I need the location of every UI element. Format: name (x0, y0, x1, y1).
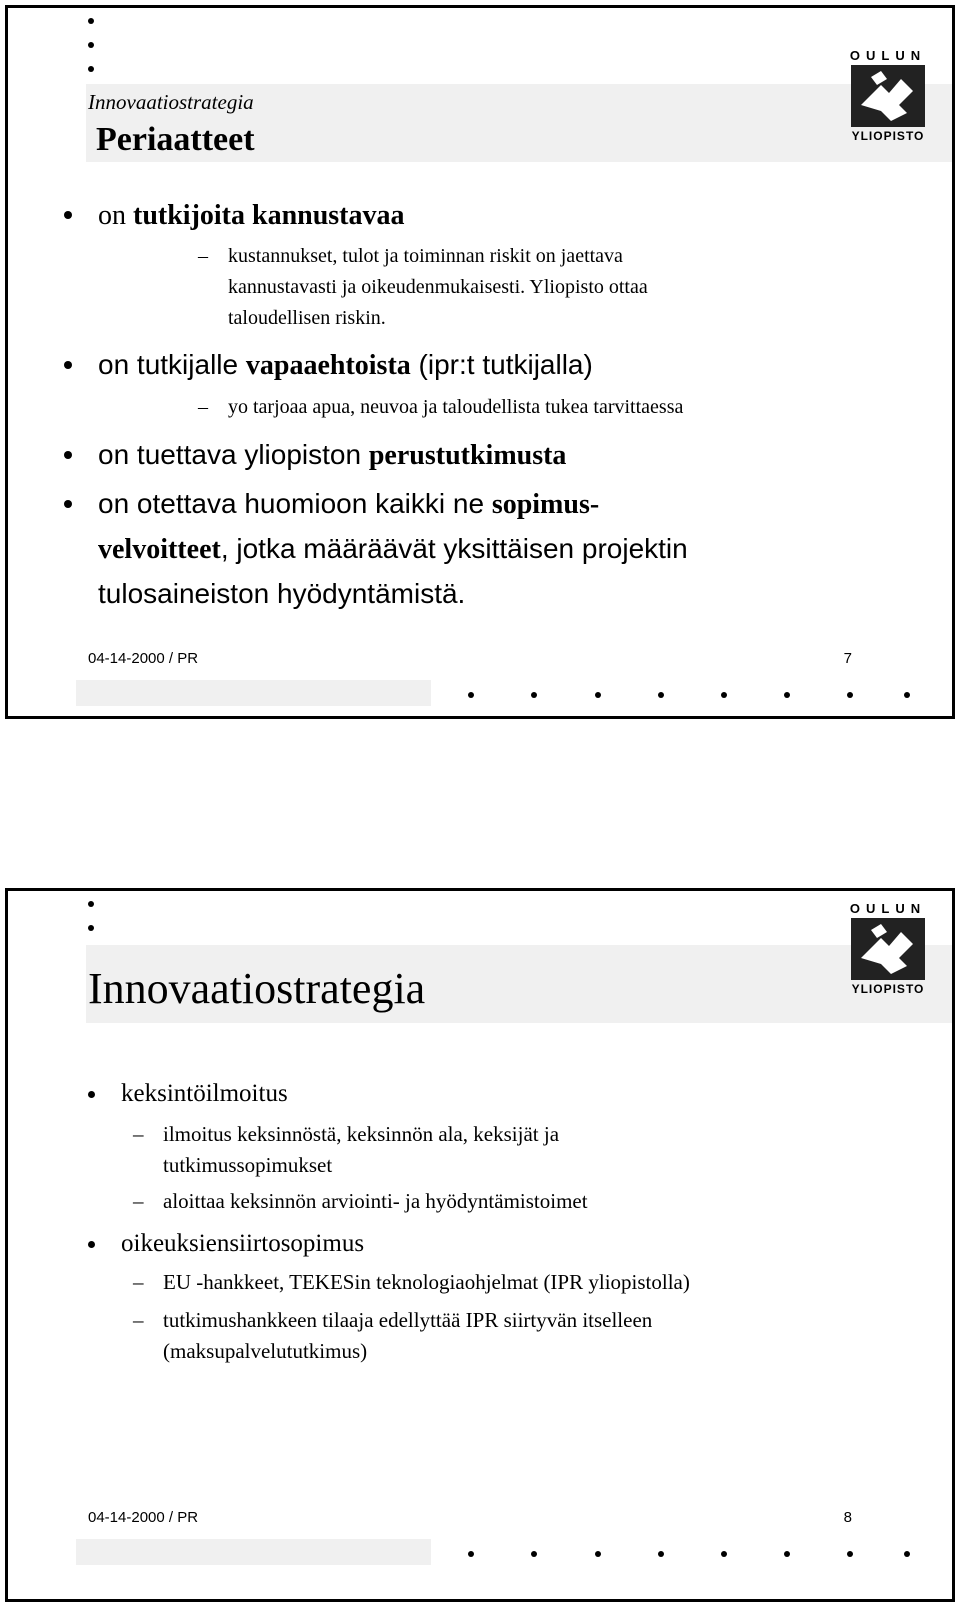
footer-date: 04-14-2000 / PR (88, 1509, 199, 1526)
page-number: 8 (843, 1509, 852, 1526)
sub-bullet-line: taloudellisen riskin. (228, 307, 386, 329)
bullet-dot (64, 500, 72, 508)
bullet-dot (88, 1241, 95, 1248)
sub-bullet-3 (133, 1267, 690, 1298)
sub-bullet-line: yo tarjoaa apua, neuvoa ja taloudellista tukea tarvittaessa (228, 396, 684, 418)
slide-8 (5, 888, 955, 1602)
slide-title: Periaatteet (96, 121, 255, 158)
footer-date: 04-14-2000 / PR (88, 650, 199, 667)
sub-bullet-1 (133, 1119, 559, 1181)
bullet-text: , jotka määräävät yksittäisen projektin (220, 533, 688, 564)
bullet-dot (64, 451, 72, 459)
bullet-text: keksintöilmoitus (121, 1080, 288, 1107)
dash-icon: – (133, 1189, 144, 1213)
bullet-text: tulosaineiston hyödyntämistä. (98, 578, 466, 609)
bullet-text: on (98, 200, 133, 231)
bullet-dot (88, 1091, 95, 1098)
sub-bullet-2 (133, 1186, 588, 1217)
dash-icon: – (133, 1122, 144, 1146)
slide-subtitle: Innovaatiostrategia (88, 90, 254, 114)
sub-bullet-1 (198, 241, 648, 334)
dash-icon: – (198, 245, 208, 267)
dash-icon: – (133, 1308, 144, 1332)
sub-bullet-line: ilmoitus keksinnöstä, keksinnön ala, keksijät ja (163, 1122, 560, 1146)
bullet-bold-text: sopimus- (491, 489, 600, 520)
sub-bullet-line: tutkimussopimukset (163, 1153, 333, 1177)
bullet-bold-text: velvoitteet (98, 534, 221, 565)
sub-bullet-line: (maksupalvelututkimus) (163, 1339, 368, 1363)
bullet-text: on tutkijalle (98, 349, 246, 380)
sub-bullet-line: EU -hankkeet, TEKESin teknologiaohjelmat (IPR yliopistolla) (163, 1270, 690, 1294)
bullet-text: on tuettava yliopiston (98, 439, 369, 470)
logo-top-text: OULUN (849, 48, 927, 63)
bullet-3 (68, 433, 566, 478)
sub-bullet-line: tutkimushankkeen tilaaja edellyttää IPR siirtyvän itselleen (163, 1308, 653, 1332)
bullet-dot (64, 361, 72, 369)
page-number: 7 (843, 650, 852, 667)
logo-bottom-text: YLIOPISTO (851, 982, 925, 996)
sub-bullet-line: kannustavasti ja oikeudenmukaisesti. Yliopisto ottaa (228, 276, 648, 298)
bullet-1 (88, 1075, 288, 1113)
university-logo (849, 901, 927, 997)
logo-puzzle-icon (851, 65, 925, 127)
bullet-bold-text: perustutkimusta (368, 440, 567, 471)
sub-bullet-2 (198, 392, 683, 423)
logo-top-text: OULUN (849, 901, 927, 916)
dash-icon: – (198, 396, 208, 418)
sub-bullet-line: kustannukset, tulot ja toiminnan riskit on jaettava (228, 245, 623, 267)
bullet-2 (88, 1225, 364, 1263)
footer-band (76, 680, 431, 706)
bullet-dot (64, 211, 72, 219)
slide-title: Innovaatiostrategia (88, 964, 426, 1013)
bullet-bold-text: tutkijoita kannustavaa (133, 200, 405, 231)
bullet-4 (68, 482, 688, 616)
bullet-text: (ipr:t tutkijalla) (410, 349, 593, 380)
footer-band (76, 1539, 431, 1565)
bullet-text: on otettava huomioon kaikki ne (98, 488, 492, 519)
slide-7 (5, 5, 955, 719)
decorative-dots (88, 18, 94, 90)
logo-puzzle-icon (851, 918, 925, 980)
dash-icon: – (133, 1270, 144, 1294)
sub-bullet-line: aloittaa keksinnön arviointi- ja hyödyntämistoimet (163, 1189, 588, 1213)
sub-bullet-4 (133, 1305, 652, 1367)
logo-bottom-text: YLIOPISTO (851, 129, 925, 143)
bullet-1 (68, 193, 405, 238)
university-logo (849, 48, 927, 144)
bullet-2 (68, 343, 593, 388)
bullet-bold-text: vapaaehtoista (245, 350, 411, 381)
bullet-text: oikeuksiensiirtosopimus (121, 1230, 365, 1257)
